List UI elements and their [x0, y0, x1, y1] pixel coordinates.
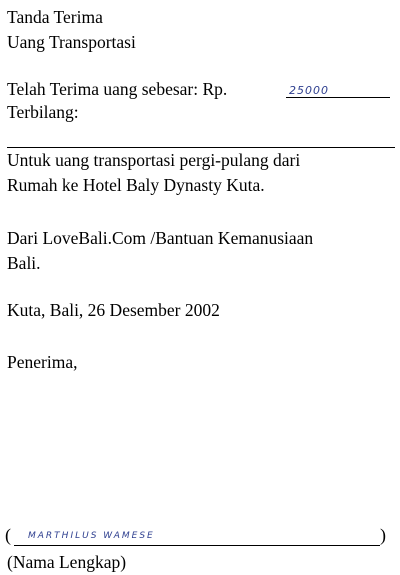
full-name-label: (Nama Lengkap) — [7, 552, 127, 572]
signature-name-handwritten: MARTHILUS WAMESE — [28, 531, 155, 541]
title-line-1: Tanda Terima — [7, 7, 103, 27]
name-underline — [14, 545, 380, 546]
purpose-line-2: Rumah ke Hotel Baly Dynasty Kuta. — [7, 175, 265, 195]
receiver-label: Penerima, — [7, 352, 78, 372]
purpose-line-1: Untuk uang transportasi pergi-pulang dari — [7, 150, 301, 170]
amount-handwritten: 25000 — [289, 84, 329, 97]
in-words-label: Terbilang: — [7, 102, 79, 122]
from-line-1: Dari LoveBali.Com /Bantuan Kemanusiaan — [7, 228, 314, 248]
amount-received-label: Telah Terima uang sebesar: Rp. — [7, 79, 228, 99]
amount-underline — [286, 97, 390, 98]
in-words-underline — [7, 147, 395, 148]
place-date: Kuta, Bali, 26 Desember 2002 — [7, 300, 220, 320]
name-paren-close: ) — [380, 525, 386, 545]
from-line-2: Bali. — [7, 253, 41, 273]
name-paren-open: ( — [5, 525, 11, 545]
title-line-2: Uang Transportasi — [7, 32, 136, 52]
